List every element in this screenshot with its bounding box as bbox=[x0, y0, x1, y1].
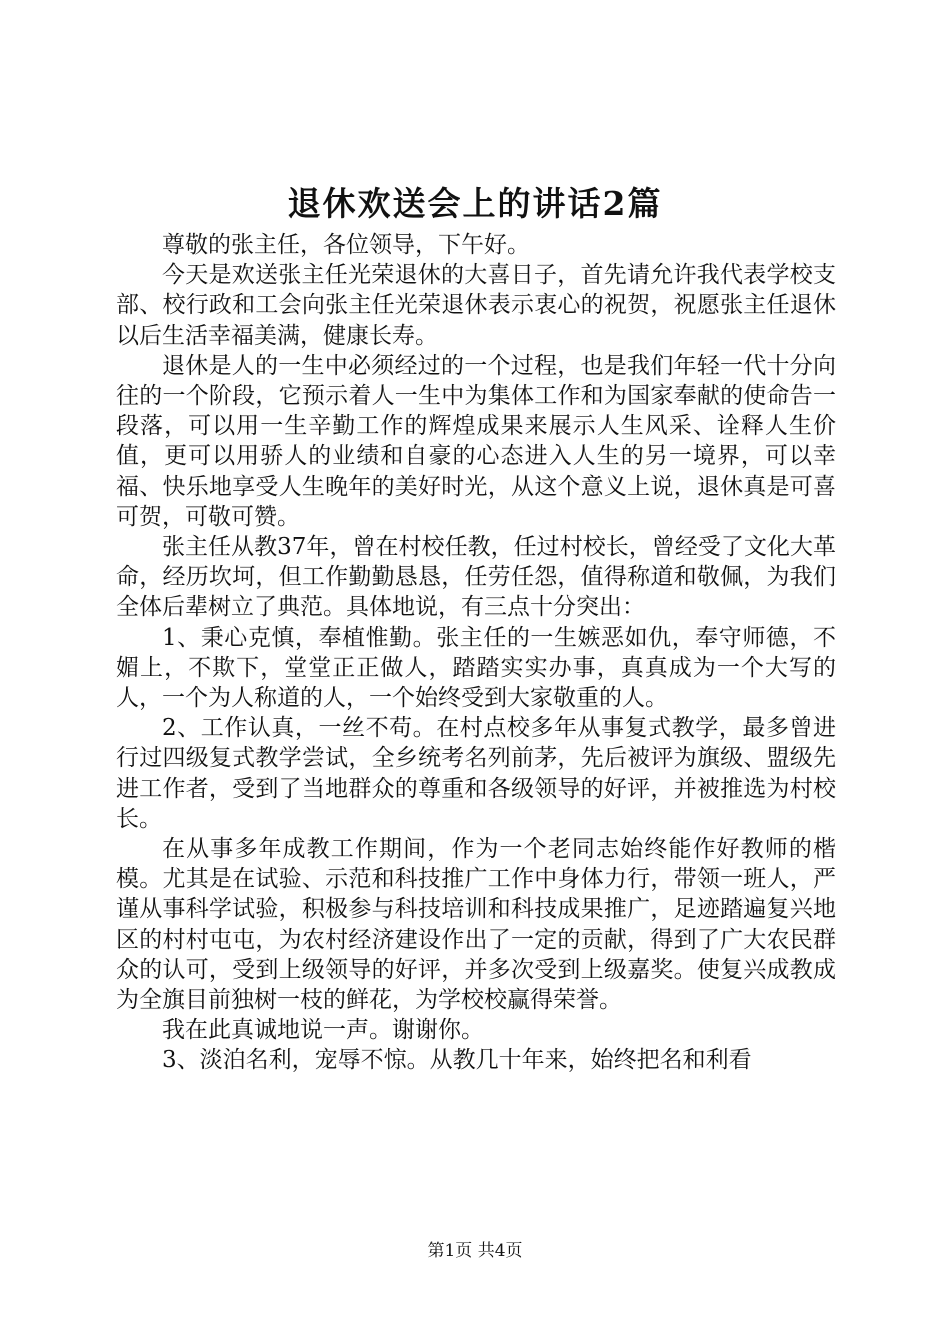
paragraph-point-one: 1、秉心克慎，奉植惟勤。张主任的一生嫉恶如仇，奉守师德，不媚上，不欺下，堂堂正正做人，踏踏实实办事，真真成为一个大写的人，一个为人称道的人，一个始终受到大家敬重的人。 bbox=[116, 624, 836, 712]
paragraph-greeting: 尊敬的张主任，各位领导，下午好。 bbox=[162, 232, 530, 258]
page-number-footer: 第1页 共4页 bbox=[427, 1241, 523, 1261]
paragraph-retirement-meaning: 退休是人的一生中必须经过的一个过程，也是我们年轻一代十分向往的一个阶段，它预示着人一生中为集体工作和为国家奉献的使命告一段落，可以用一生辛勤工作的辉煌成果来展示人生风采、诠释人生价值，更可以用骄人的业绩和自豪的心态进入人生的另一境界，可以幸福、快乐地享受人生晚年的美好时光，从这个意义上说，退休真是可喜可贺，可敬可赞。 bbox=[116, 352, 836, 530]
document-title: 退休欢送会上的讲话2篇 bbox=[287, 184, 663, 223]
paragraph-congratulations: 今天是欢送张主任光荣退休的大喜日子，首先请允许我代表学校支部、校行政和工会向张主任光荣退休表示衷心的祝贺，祝愿张主任退休以后生活幸福美满，健康长寿。 bbox=[116, 262, 836, 349]
paragraph-thanks: 我在此真诚地说一声。谢谢你。 bbox=[162, 1017, 484, 1044]
paragraph-point-two: 2、工作认真，一丝不苟。在村点校多年从事复式教学，最多曾进行过四级复式教学尝试，全乡统考名列前茅，先后被评为旗级、盟级先进工作者，受到了当地群众的尊重和各级领导的好评，并被推选为村校长。 bbox=[116, 715, 836, 832]
paragraph-adult-education: 在从事多年成教工作期间，作为一个老同志始终能作好教师的楷模。尤其是在试验、示范和科技推广工作中身体力行，带领一班人，严谨从事科学试验，积极参与科技培训和科技成果推广，足迹踏遍复兴地区的村村屯屯，为农村经济建设作出了一定的贡献，得到了广大农民群众的认可，受到上级领导的好评，并多次受到上级嘉奖。使复兴成教成为全旗目前独树一枝的鲜花，为学校校赢得荣誉。 bbox=[116, 836, 836, 1014]
paragraph-career-summary: 张主任从教37年，曾在村校任教，任过村校长，曾经受了文化大革命，经历坎坷，但工作勤勤恳恳，任劳任怨，值得称道和敬佩，为我们全体后辈树立了典范。具体地说，有三点十分突出： bbox=[116, 534, 836, 621]
paragraph-point-three: 3、淡泊名利，宠辱不惊。从教几十年来，始终把名和利看 bbox=[162, 1047, 752, 1074]
document-body bbox=[116, 230, 836, 1076]
